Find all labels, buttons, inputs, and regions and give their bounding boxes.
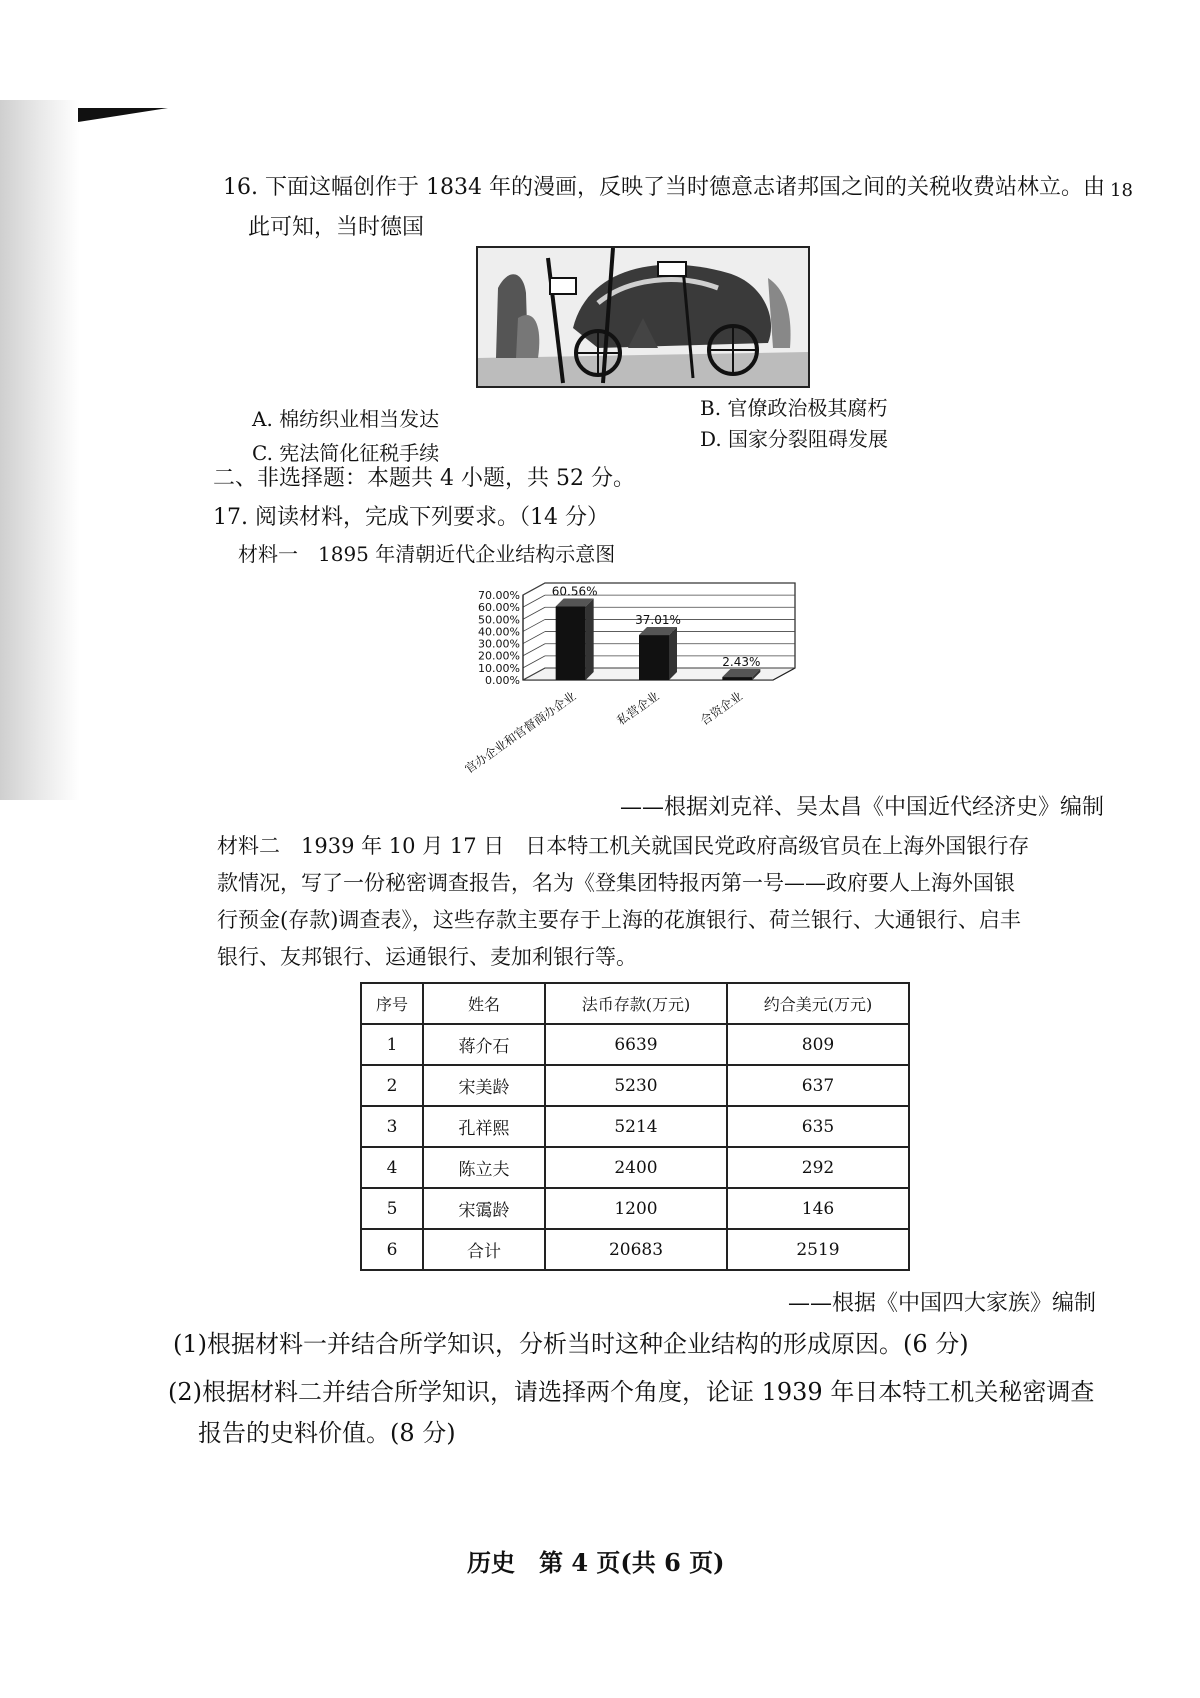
table-row	[361, 1065, 909, 1106]
table-cell: 292	[727, 1147, 909, 1188]
chart-data-label: 37.01%	[635, 613, 681, 628]
q16-option-c[interactable]: C. 宪法简化征税手续	[252, 441, 440, 465]
table-cell: 6	[361, 1229, 423, 1270]
table-header-cell: 姓名	[423, 983, 545, 1024]
q16-cartoon-image	[476, 246, 810, 388]
chart-y-tick-label: 60.00%	[478, 601, 520, 615]
q16-option-a[interactable]: A. 棉纺织业相当发达	[252, 407, 440, 431]
table-cell: 637	[727, 1065, 909, 1106]
material1-bar-chart	[455, 555, 835, 800]
table-header-cell: 法币存款(万元)	[545, 983, 727, 1024]
table-cell: 635	[727, 1106, 909, 1147]
table-cell: 孔祥熙	[423, 1106, 545, 1147]
chart-bar	[556, 606, 586, 680]
table-header-cell: 序号	[361, 983, 423, 1024]
chart-y-tick-label: 40.00%	[478, 625, 520, 639]
chart-bar-side	[669, 627, 677, 680]
table-row	[361, 1147, 909, 1188]
table-cell: 4	[361, 1147, 423, 1188]
chart-x-tick-label: 合资企业	[697, 688, 746, 728]
chart-y-tick-label: 70.00%	[478, 589, 520, 602]
table-cell: 1	[361, 1024, 423, 1065]
q17-material1-source: ——根据刘克祥、吴太昌《中国近代经济史》编制	[620, 795, 1105, 820]
table-row	[361, 1188, 909, 1229]
table-cell: 宋美龄	[423, 1065, 545, 1106]
table-cell: 2400	[545, 1147, 727, 1188]
chart-bar	[722, 677, 752, 680]
corner-page-number: 18	[1110, 180, 1133, 201]
scan-shadow-tip	[78, 108, 168, 122]
table-cell: 5214	[545, 1106, 727, 1147]
deposits-table	[360, 982, 910, 1271]
q17-sub1: (1)根据材料一并结合所学知识，分析当时这种企业结构的形成原因。(6 分)	[173, 1330, 969, 1358]
table-cell: 146	[727, 1188, 909, 1229]
page-footer: 历史 第 4 页(共 6 页)	[467, 1548, 725, 1577]
chart-data-label: 2.43%	[722, 655, 761, 670]
q16-stem-line2: 此可知，当时德国	[248, 215, 425, 240]
table-cell: 809	[727, 1024, 909, 1065]
chart-bar-side	[586, 598, 594, 680]
scan-shadow	[0, 100, 80, 800]
section2-heading: 二、非选择题：本题共 4 小题，共 52 分。	[213, 466, 635, 491]
q16-option-b[interactable]: B. 官僚政治极其腐朽	[700, 396, 888, 420]
table-row	[361, 1024, 909, 1065]
q17-sub2-line1: (2)根据材料二并结合所学知识，请选择两个角度，论证 1939 年日本特工机关秘密调查	[168, 1378, 1095, 1406]
table-header-cell: 约合美元(万元)	[727, 983, 909, 1024]
table-cell: 20683	[545, 1229, 727, 1270]
chart-y-tick-label: 30.00%	[478, 637, 520, 651]
material2-line3: 行预金(存款)调查表》，这些存款主要存于上海的花旗银行、荷兰银行、大通银行、启丰	[217, 908, 1021, 932]
chart-y-tick-label: 20.00%	[478, 649, 520, 663]
table-cell: 2519	[727, 1229, 909, 1270]
table-header-row	[361, 983, 909, 1024]
table-cell: 陈立夫	[423, 1147, 545, 1188]
chart-x-tick-label: 官办企业和官督商办企业	[462, 688, 579, 777]
chart-data-label: 60.56%	[551, 584, 598, 599]
q17-material1-title: 材料一 1895 年清朝近代企业结构示意图	[238, 542, 616, 566]
table-cell: 5	[361, 1188, 423, 1229]
table-cell: 2	[361, 1065, 423, 1106]
table-cell: 蒋介石	[423, 1024, 545, 1065]
table-cell: 1200	[545, 1188, 727, 1229]
material2-line1: 材料二 1939 年 10 月 17 日 日本特工机关就国民党政府高级官员在上海外国银行存	[217, 834, 1030, 858]
chart-y-tick-label: 0.00%	[485, 674, 520, 687]
material2-line2: 款情况，写了一份秘密调查报告，名为《登集团特报丙第一号——政府要人上海外国银	[217, 871, 1015, 895]
q17-stem: 17. 阅读材料，完成下列要求。（14 分）	[213, 505, 609, 530]
chart-bar	[639, 635, 669, 680]
q16-option-d[interactable]: D. 国家分裂阻碍发展	[700, 427, 889, 451]
chart-y-tick-label: 10.00%	[478, 661, 520, 675]
table-cell: 3	[361, 1106, 423, 1147]
q17-material2-source: ——根据《中国四大家族》编制	[788, 1291, 1097, 1316]
table-row	[361, 1106, 909, 1147]
table-row	[361, 1229, 909, 1270]
chart-x-tick-label: 私营企业	[614, 688, 662, 728]
table-cell: 宋霭龄	[423, 1188, 545, 1229]
table-cell: 6639	[545, 1024, 727, 1065]
chart-y-tick-label: 50.00%	[478, 613, 520, 627]
material2-line4: 银行、友邦银行、运通银行、麦加利银行等。	[217, 945, 637, 969]
table-cell: 5230	[545, 1065, 727, 1106]
q16-stem-line1: 16. 下面这幅创作于 1834 年的漫画，反映了当时德意志诸邦国之间的关税收费站林立。由	[223, 175, 1105, 200]
q17-sub2-line2: 报告的史料价值。(8 分)	[198, 1419, 456, 1447]
table-cell: 合计	[423, 1229, 545, 1270]
